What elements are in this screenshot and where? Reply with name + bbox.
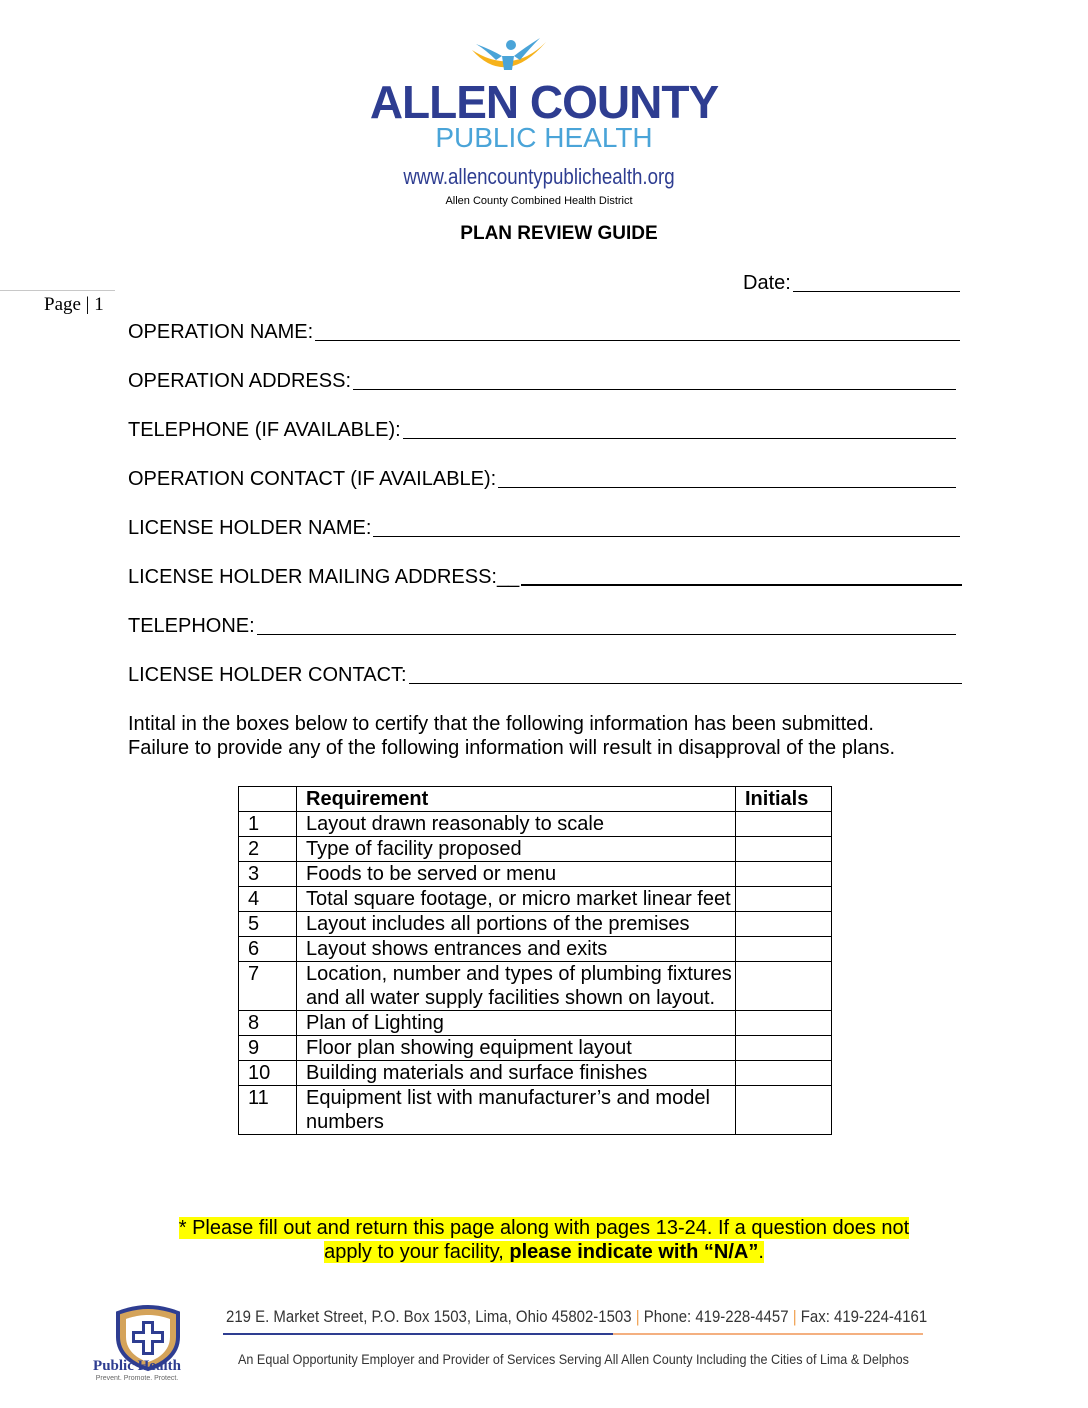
row-requirement: Layout includes all portions of the premises [297,912,736,937]
field-label: OPERATION NAME: [128,321,314,343]
initials-cell[interactable] [736,962,832,1011]
org-name-line1: ALLEN COUNTY [369,76,719,128]
date-underline[interactable] [793,291,960,292]
org-name-line2: PUBLIC HEALTH [435,122,653,153]
table-header-row [239,787,832,812]
notice-line1: * Please fill out and return this page along with pages 13-24. If a question does not [178,1217,910,1239]
operation-name-field[interactable] [128,320,960,344]
footer-fax: Fax: 419-224-4161 [800,1307,928,1326]
row-requirement: Type of facility proposed [297,837,736,862]
initials-cell[interactable] [736,1061,832,1086]
initials-cell[interactable] [736,912,832,937]
footer-separator: | [792,1307,797,1326]
footer-phone: Phone: 419-228-4457 [643,1307,789,1326]
field-label: OPERATION ADDRESS: [128,370,352,392]
telephone-field[interactable] [128,614,956,638]
row-requirement: Building materials and surface finishes [297,1061,736,1086]
field-underline[interactable] [409,683,962,684]
row-requirement: Layout drawn reasonably to scale [297,812,736,837]
initials-cell[interactable] [736,937,832,962]
row-requirement: Floor plan showing equipment layout [297,1036,736,1061]
operation-address-field[interactable] [128,369,956,393]
initials-cell[interactable] [736,1036,832,1061]
table-row [239,1036,832,1061]
return-notice [100,1216,988,1264]
row-number: 6 [239,937,297,962]
field-label: LICENSE HOLDER MAILING ADDRESS:__ [128,566,520,588]
header-requirement: Requirement [297,787,736,812]
table-row [239,937,832,962]
row-requirement: Equipment list with manufacturer’s and model numbers [297,1086,736,1135]
table-row [239,962,832,1011]
field-label: TELEPHONE: [128,615,255,637]
initials-cell[interactable] [736,837,832,862]
table-row [239,862,832,887]
district-name: Allen County Combined Health District [445,195,633,207]
page-number-rule [0,290,115,291]
initials-cell[interactable] [736,1011,832,1036]
header-initials: Initials [736,787,832,812]
initials-cell[interactable] [736,862,832,887]
footer-slogan: Prevent. Promote. Protect. [95,1375,179,1382]
row-number: 9 [239,1036,297,1061]
notice-line2-end: . [758,1241,764,1263]
field-underline[interactable] [498,487,956,488]
table-row [239,887,832,912]
row-requirement: Plan of Lighting [297,1011,736,1036]
row-requirement: Layout shows entrances and exits [297,937,736,962]
row-number: 3 [239,862,297,887]
field-label: TELEPHONE (IF AVAILABLE): [128,419,401,441]
initials-cell[interactable] [736,887,832,912]
page-title: PLAN REVIEW GUIDE [460,223,658,244]
row-number: 7 [239,962,297,1011]
field-label: LICENSE HOLDER CONTACT: [128,664,407,686]
field-underline[interactable] [315,340,960,341]
website-link[interactable]: www.allencountypublichealth.org [403,164,675,189]
requirements-table [238,786,832,1135]
initials-cell[interactable] [736,1086,832,1135]
initials-cell[interactable] [736,812,832,837]
date-field[interactable] [743,271,960,295]
license-holder-mailing-address-field[interactable] [128,565,962,589]
instructions-line1: Intital in the boxes below to certify that the following information has been submitted. [128,713,874,735]
table-row [239,1011,832,1036]
footer-rule-blue [223,1333,613,1335]
table-row [239,912,832,937]
field-label: OPERATION CONTACT (IF AVAILABLE): [128,468,497,490]
footer-rule-orange [613,1333,923,1335]
row-number: 5 [239,912,297,937]
row-requirement: Total square footage, or micro market linear feet [297,887,736,912]
telephone-if-available-field[interactable] [128,418,956,442]
instructions-line2: Failure to provide any of the following information will result in disapproval of the plans. [128,737,896,759]
table-row [239,812,832,837]
field-underline[interactable] [403,438,956,439]
field-underline[interactable] [373,536,960,537]
field-underline[interactable] [257,634,956,635]
row-requirement: Foods to be served or menu [297,862,736,887]
row-number: 8 [239,1011,297,1036]
row-number: 2 [239,837,297,862]
field-underline[interactable] [353,389,956,390]
date-label: Date: [743,272,791,294]
row-requirement: Location, number and types of plumbing fixtures and all water supply facilities shown on layout. [297,962,736,1011]
footer-address: 219 E. Market Street, P.O. Box 1503, Lima, Ohio 45802-1503 [226,1307,632,1326]
row-number: 4 [239,887,297,912]
row-number: 1 [239,812,297,837]
row-number: 11 [239,1086,297,1135]
footer-contact-line [226,1306,928,1328]
table-row [239,1061,832,1086]
table-row [239,1086,832,1135]
footer-eoe-statement: An Equal Opportunity Employer and Provider of Services Serving All Allen County Including the Cities of Lima & Delphos [238,1351,909,1367]
footer-separator: | [635,1307,640,1326]
notice-line2-bold: please indicate with “N/A” [509,1241,759,1263]
operation-contact-field[interactable] [128,467,956,491]
footer-logo-text: Public Health [93,1358,181,1374]
notice-line2-plain: apply to your facility, [324,1241,510,1263]
page-number: Page | 1 [44,294,104,315]
header-number [239,787,297,812]
table-row [239,837,832,862]
row-number: 10 [239,1061,297,1086]
field-underline[interactable] [521,584,962,586]
license-holder-contact-field[interactable] [128,663,962,687]
field-label: LICENSE HOLDER NAME: [128,517,372,539]
instructions [128,712,1008,760]
license-holder-name-field[interactable] [128,516,960,540]
